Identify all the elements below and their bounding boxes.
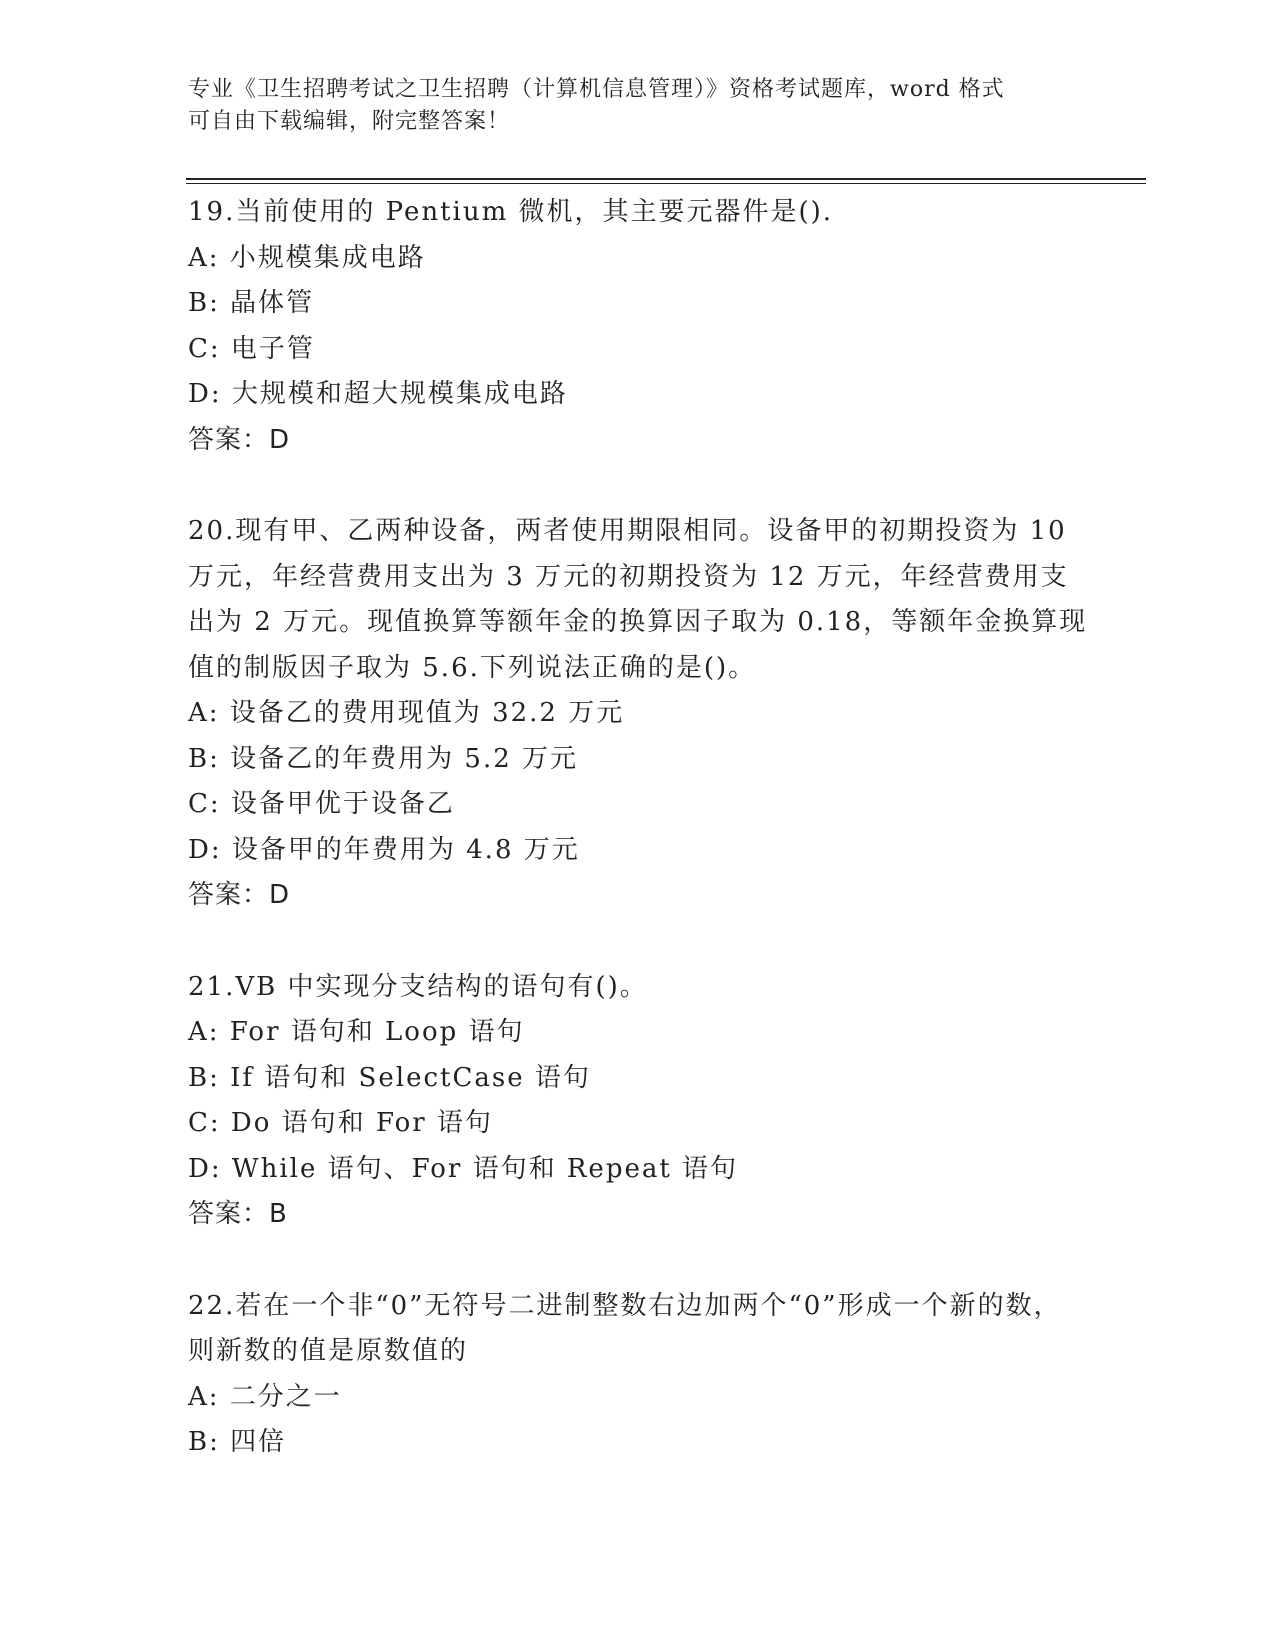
option-a: A: 二分之一 xyxy=(188,1381,342,1412)
option-a: A: 小规模集成电路 xyxy=(188,242,426,273)
header-rule-thin xyxy=(186,183,1146,184)
option-d: D: While 语句、For 语句和 Repeat 语句 xyxy=(188,1153,739,1184)
question-19 xyxy=(188,190,1088,463)
question-21 xyxy=(188,965,1088,1238)
answer-line: 答案：D xyxy=(188,424,291,455)
option-b: B: 晶体管 xyxy=(188,288,315,318)
option-b: B: 设备乙的年费用为 5.2 万元 xyxy=(188,743,579,774)
question-text: 19.当前使用的 Pentium 微机，其主要元器件是(). xyxy=(188,197,834,227)
option-d: D: 设备甲的年费用为 4.8 万元 xyxy=(188,834,580,865)
header-line-1: 专业《卫生招聘考试之卫生招聘（计算机信息管理）》资格考试题库，word 格式 xyxy=(188,77,1005,102)
option-c: C: 设备甲优于设备乙 xyxy=(188,789,455,819)
answer-line: 答案：D xyxy=(188,880,291,910)
question-text: 21.VB 中实现分支结构的语句有()。 xyxy=(188,971,648,1002)
option-b: B: 四倍 xyxy=(188,1427,287,1457)
question-list xyxy=(188,190,1088,1512)
option-b: B: If 语句和 SelectCase 语句 xyxy=(188,1062,591,1093)
header-line-2: 可自由下载编辑，附完整答案！ xyxy=(188,109,511,134)
header-rule-thick xyxy=(186,178,1146,180)
question-22 xyxy=(188,1284,1088,1466)
option-c: C: Do 语句和 For 语句 xyxy=(188,1108,493,1138)
option-d: D: 大规模和超大规模集成电路 xyxy=(188,379,568,409)
document-header xyxy=(188,74,1088,138)
question-text: 22.若在一个非“0”无符号二进制整数右边加两个“0”形成一个新的数，则新数的值是原数值的 xyxy=(188,1290,1062,1366)
answer-line: 答案：B xyxy=(188,1199,288,1229)
question-20 xyxy=(188,509,1088,919)
option-a: A: 设备乙的费用现值为 32.2 万元 xyxy=(188,698,625,728)
question-text: 20.现有甲、乙两种设备，两者使用期限相同。设备甲的初期投资为 10 万元，年经营费用支出为 3 万元的初期投资为 12 万元，年经营费用支出为 2 万元。现值换算等额年金的换算因子取为 0.18，等额年金换算现值的制版因子取为 5.6.下列说法正确的是()。 xyxy=(188,516,1088,683)
option-c: C: 电子管 xyxy=(188,333,315,364)
option-a: A: For 语句和 Loop 语句 xyxy=(188,1017,525,1047)
